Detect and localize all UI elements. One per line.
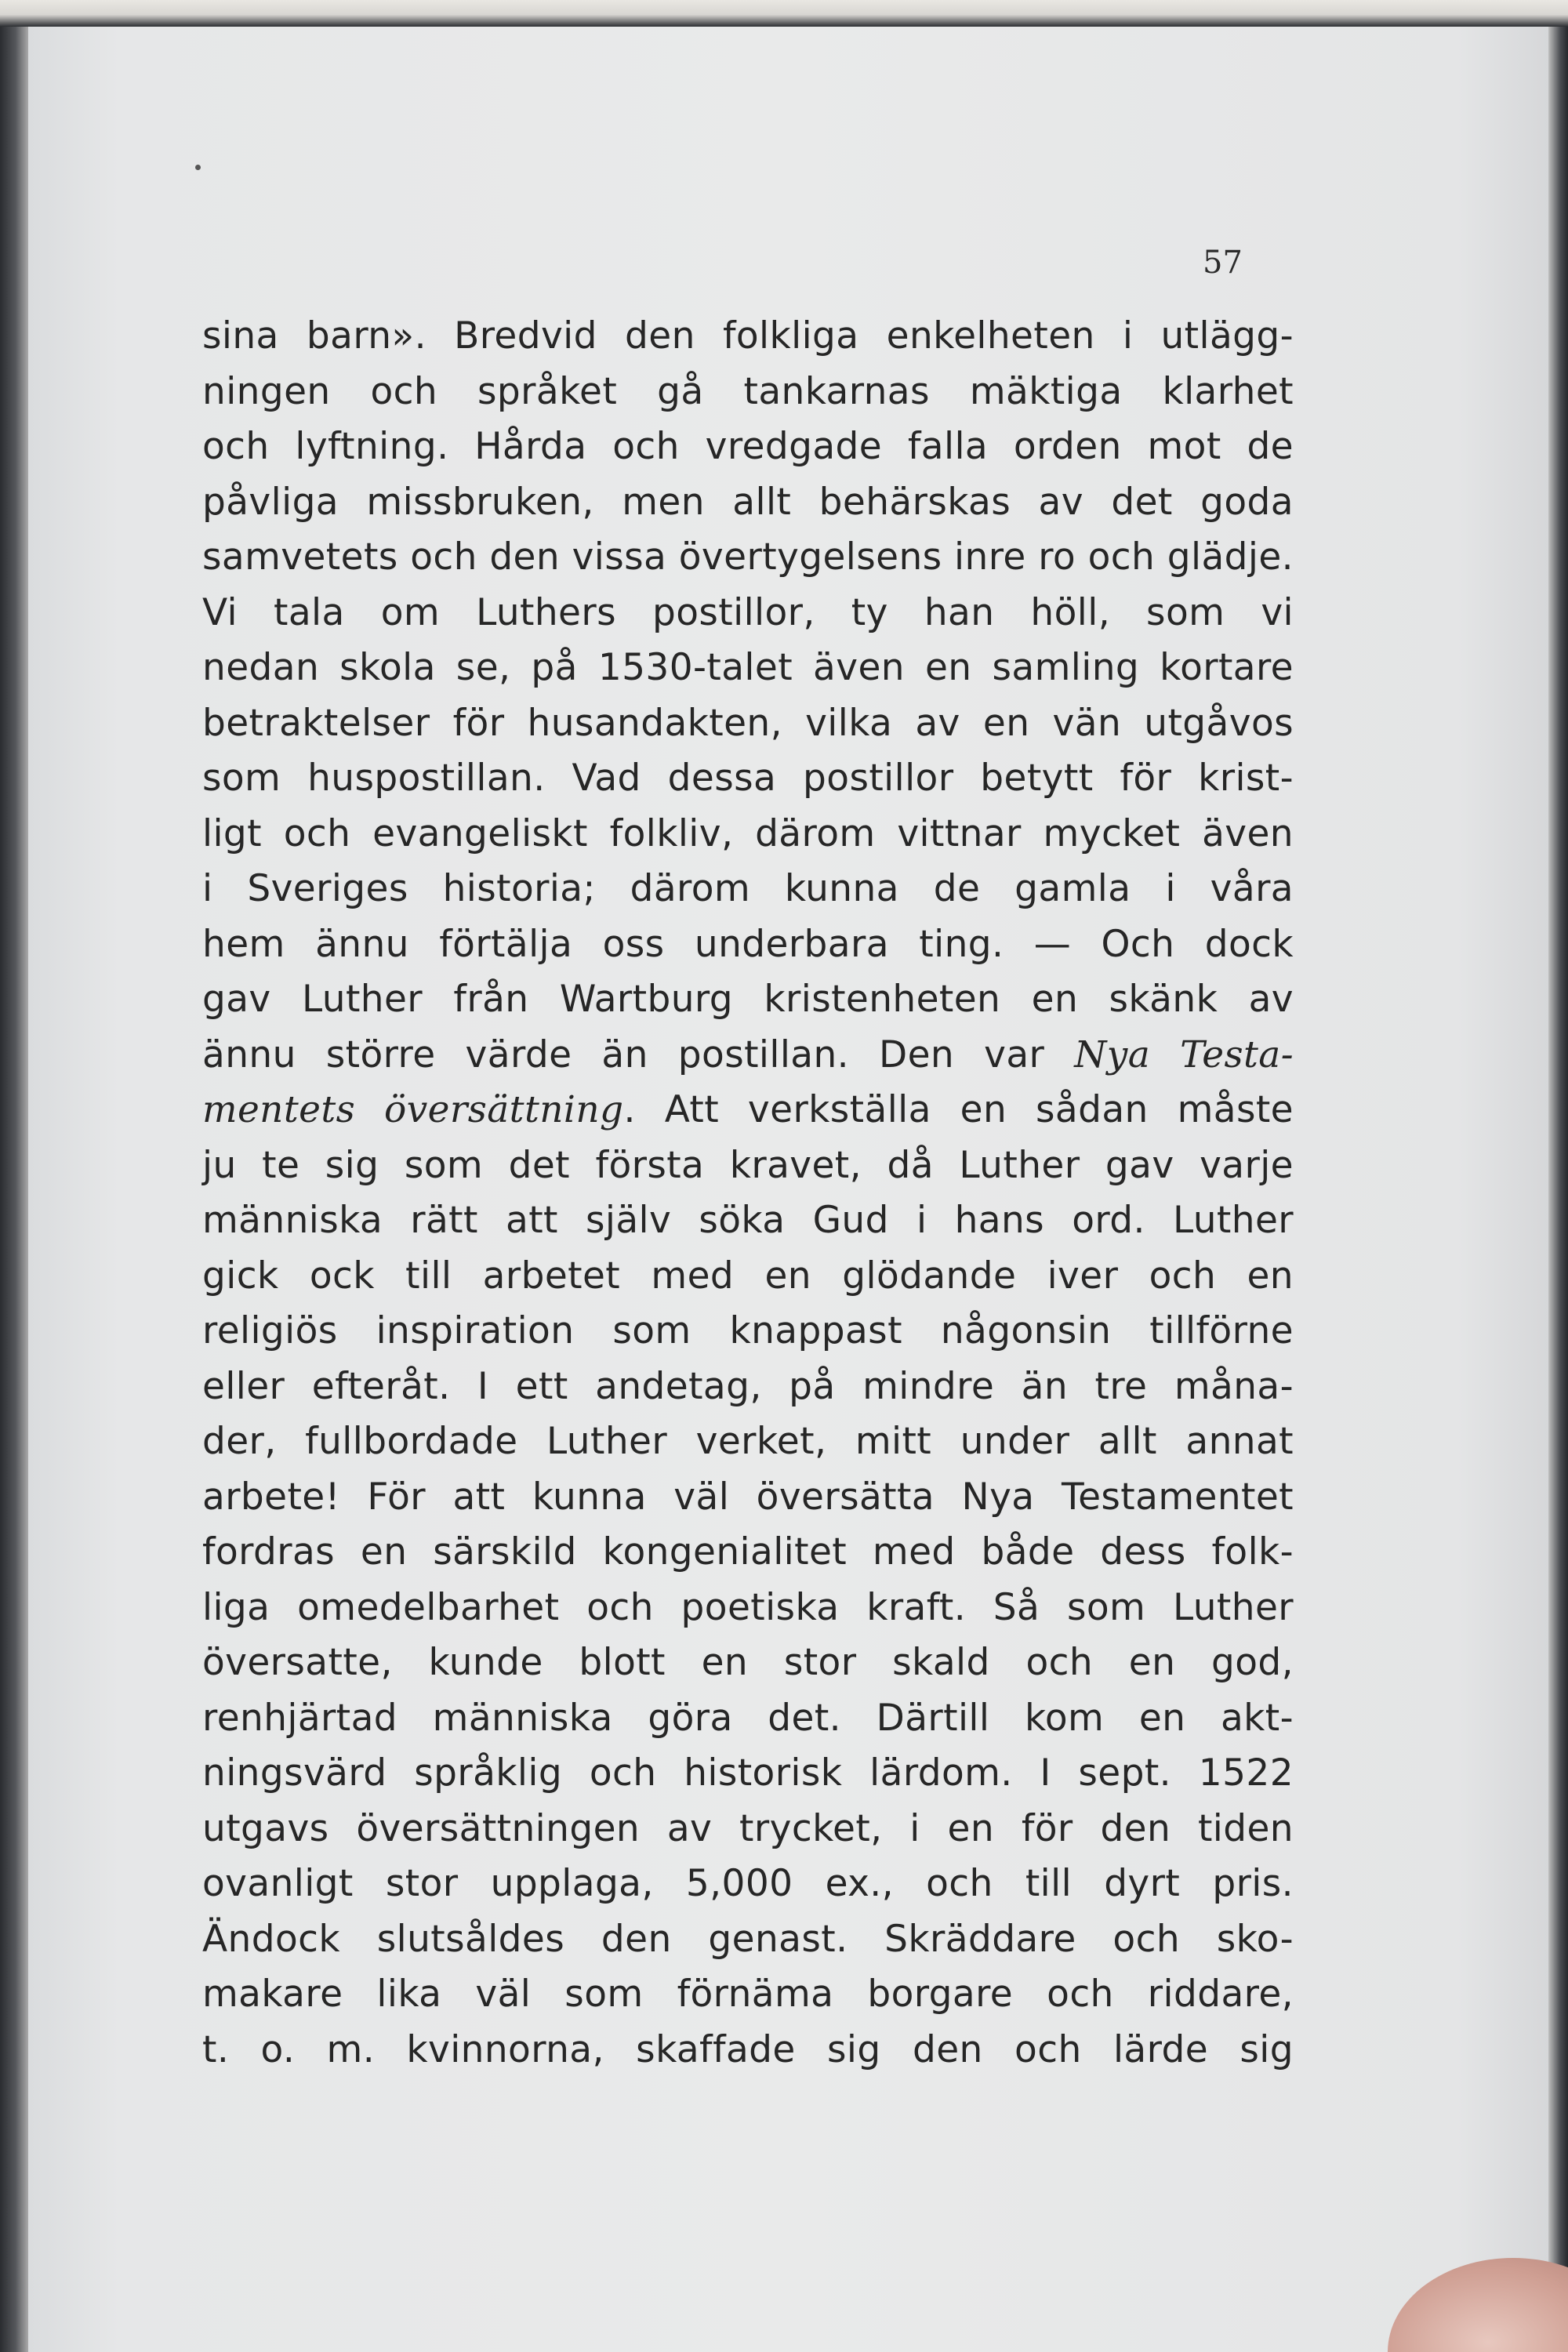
- page-body-text: [202, 309, 1294, 2078]
- book-page: [28, 27, 1548, 2352]
- text-line: [202, 807, 1294, 862]
- text-line: [202, 586, 1294, 641]
- text-line: [202, 1912, 1294, 1968]
- text-line: [202, 1635, 1294, 1691]
- text-run: eller efteråt. I ett andetag, på mindre än tre måna-: [202, 1364, 1294, 1408]
- text-run: sina barn». Bredvid den folkliga enkelheten i utlägg-: [202, 314, 1294, 358]
- text-run: ningsvärd språklig och historisk lärdom. I sept. 1522: [202, 1751, 1294, 1795]
- text-line: [202, 1802, 1294, 1857]
- text-line: [202, 2023, 1294, 2078]
- text-run: ligt och evangeliskt folkliv, därom vittnar mycket även: [202, 811, 1294, 855]
- text-run: gav Luther från Wartburg kristenheten en skänk av: [202, 978, 1294, 1021]
- text-run: religiös inspiration som knappast någonsin tillförne: [202, 1309, 1294, 1352]
- text-run: ovanligt stor upplaga, 5,000 ex., och till dyrt pris.: [202, 1862, 1294, 1905]
- text-line: [202, 751, 1294, 807]
- text-line: [202, 1304, 1294, 1359]
- text-line: [202, 1470, 1294, 1526]
- text-line: [202, 475, 1294, 531]
- text-line: [202, 1691, 1294, 1747]
- book-spine-shadow: [0, 27, 28, 2352]
- italic-title-text: mentets översättning: [202, 1088, 624, 1131]
- text-line: [202, 917, 1294, 973]
- print-speck: [195, 165, 201, 170]
- book-top-edge: [0, 0, 1568, 27]
- text-line: [202, 1028, 1294, 1083]
- text-run: gick ock till arbetet med en glödande iver och en: [202, 1254, 1294, 1298]
- text-line: [202, 696, 1294, 752]
- text-line: [202, 1249, 1294, 1305]
- text-line: [202, 419, 1294, 475]
- text-run: hem ännu förtälja oss underbara ting. — Och dock: [202, 922, 1294, 966]
- text-run: utgavs översättningen av trycket, i en för den tiden: [202, 1806, 1294, 1850]
- page-number: 57: [1203, 245, 1243, 281]
- text-line: [202, 862, 1294, 917]
- text-line: [202, 365, 1294, 420]
- text-run: översatte, kunde blott en stor skald och en god,: [202, 1641, 1294, 1684]
- text-run: och lyftning. Hårda och vredgade falla orden mot de: [202, 425, 1294, 468]
- text-line: [202, 1359, 1294, 1415]
- text-line: [202, 972, 1294, 1028]
- text-run: makare lika väl som förnäma borgare och riddare,: [202, 1973, 1294, 2016]
- text-run: liga omedelbarhet och poetiska kraft. Så som Luther: [202, 1585, 1294, 1629]
- text-line: [202, 530, 1294, 586]
- text-line: [202, 309, 1294, 365]
- text-run: renhjärtad människa göra det. Därtill kom en akt-: [202, 1696, 1294, 1740]
- text-run: ningen och språket gå tankarnas mäktiga klarhet: [202, 369, 1294, 413]
- text-run: ännu större värde än postillan. Den var: [202, 1033, 1075, 1076]
- text-line: [202, 1525, 1294, 1581]
- text-line: [202, 1581, 1294, 1636]
- text-line: [202, 1414, 1294, 1470]
- text-run: Vi tala om Luthers postillor, ty han höll, som vi: [202, 590, 1294, 634]
- text-run: . Att verkställa en sådan måste: [623, 1088, 1294, 1131]
- text-line: [202, 1083, 1294, 1138]
- italic-title-text: Nya Testa-: [1074, 1033, 1294, 1076]
- text-line: [202, 1193, 1294, 1249]
- text-run: i Sveriges historia; därom kunna de gamla i våra: [202, 867, 1294, 910]
- text-line: [202, 1857, 1294, 1912]
- text-line: [202, 1746, 1294, 1802]
- text-line: [202, 1138, 1294, 1194]
- text-line: [202, 1967, 1294, 2023]
- text-run: nedan skola se, på 1530-talet även en samling kortare: [202, 646, 1294, 689]
- text-run: som huspostillan. Vad dessa postillor betytt för krist-: [202, 757, 1294, 800]
- text-run: fordras en särskild kongenialitet med både dess folk-: [202, 1530, 1294, 1573]
- text-run: betraktelser för husandakten, vilka av en vän utgåvos: [202, 701, 1294, 745]
- text-run: ju te sig som det första kravet, då Luther gav varje: [202, 1143, 1294, 1187]
- text-run: Ändock slutsåldes den genast. Skräddare och sko-: [202, 1917, 1294, 1961]
- text-run: t. o. m. kvinnorna, skaffade sig den och lärde sig: [202, 2027, 1294, 2071]
- text-run: påvliga missbruken, men allt behärskas av det goda: [202, 480, 1294, 524]
- text-run: der, fullbordade Luther verket, mitt under allt annat: [202, 1420, 1294, 1463]
- text-line: [202, 641, 1294, 696]
- book-right-edge: [1548, 27, 1568, 2352]
- text-run: arbete! För att kunna väl översätta Nya Testamentet: [202, 1475, 1294, 1519]
- text-run: samvetets och den vissa övertygelsens inre ro och glädje.: [202, 535, 1294, 579]
- text-run: människa rätt att själv söka Gud i hans ord. Luther: [202, 1199, 1294, 1242]
